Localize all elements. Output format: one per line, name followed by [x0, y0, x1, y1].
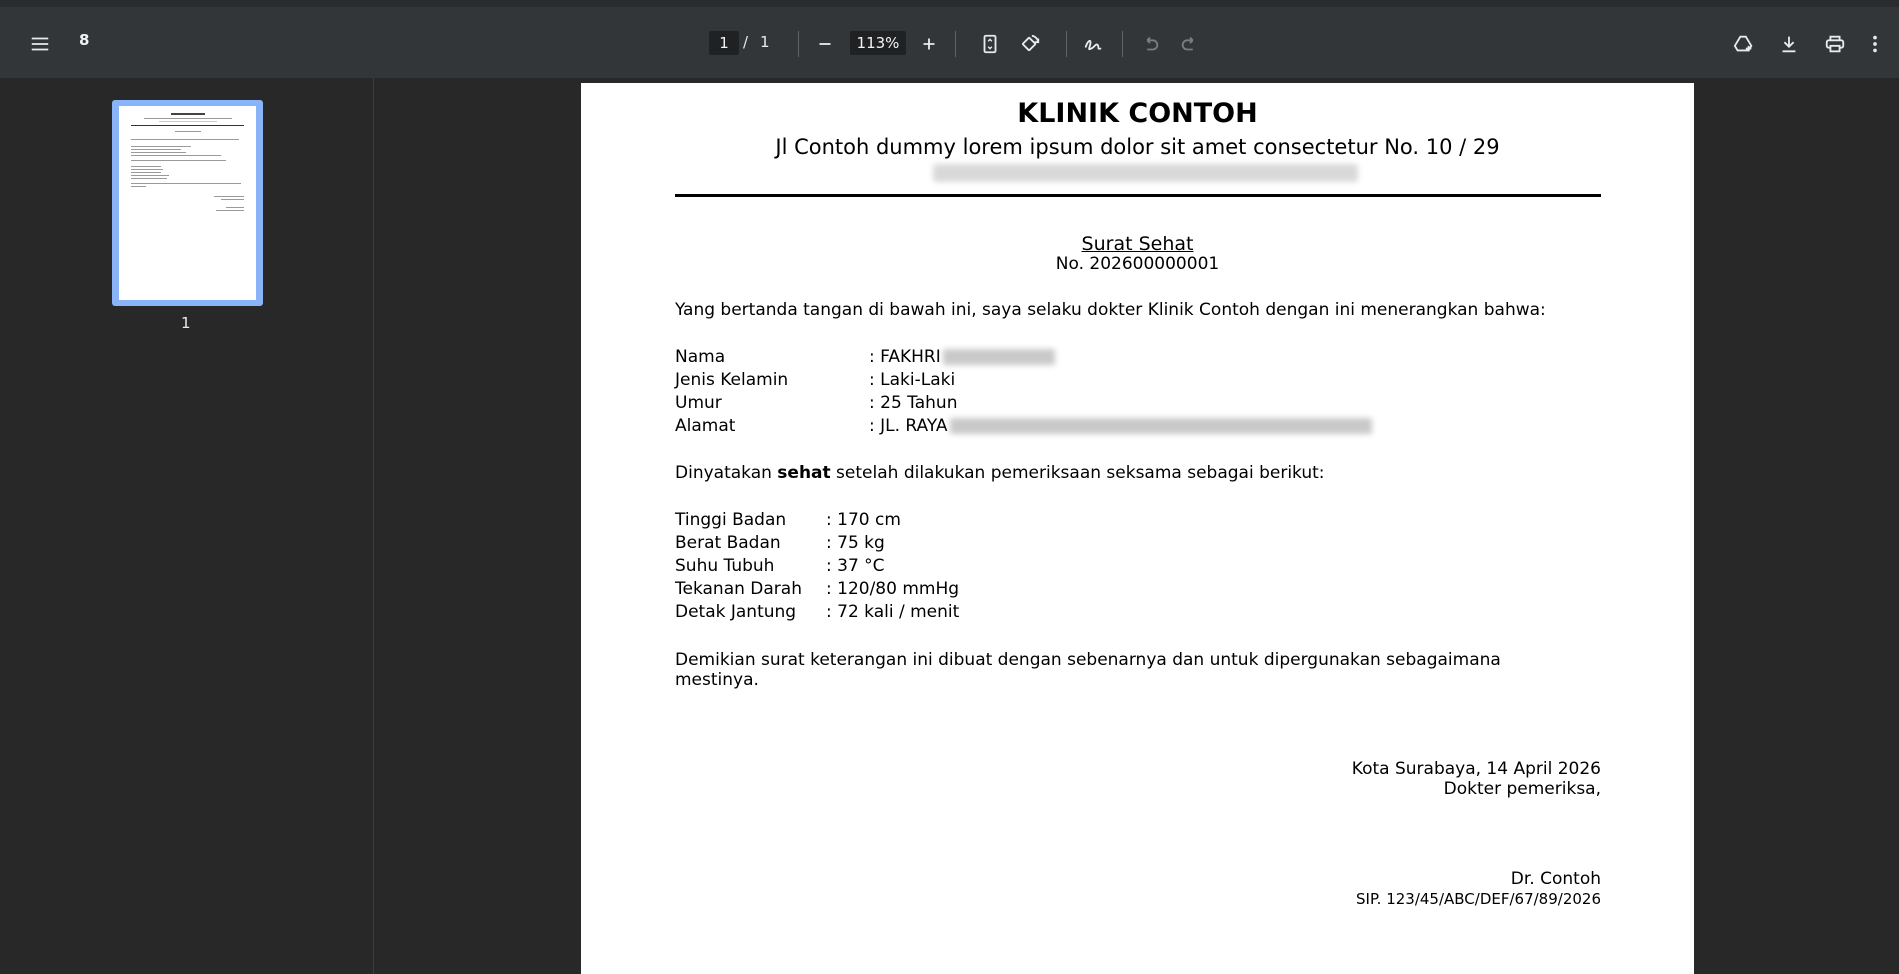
draw-icon	[1083, 33, 1105, 55]
toolbar-divider	[955, 31, 956, 57]
zoom-in-button[interactable]	[911, 26, 947, 62]
more-options-button[interactable]	[1861, 26, 1889, 62]
thumbnail-line	[131, 152, 186, 153]
thumbnail-line	[175, 131, 201, 132]
zoom-level-input[interactable]: 113%	[850, 31, 906, 55]
pdf-toolbar	[0, 0, 1899, 78]
menu-icon	[29, 33, 51, 55]
minus-icon	[814, 33, 836, 55]
redo-icon	[1179, 33, 1201, 55]
patient-value: : 25 Tahun	[869, 393, 958, 413]
download-button[interactable]	[1771, 26, 1807, 62]
fit-page-button[interactable]	[972, 26, 1008, 62]
thumbnail-line	[131, 175, 169, 176]
statement-text: Dinyatakan	[675, 463, 778, 483]
thumbnail-line	[226, 207, 244, 208]
patient-value	[869, 346, 1055, 368]
thumbnail-line	[131, 172, 161, 173]
place-date: Kota Surabaya, 14 April 2026	[1351, 759, 1601, 779]
print-icon	[1824, 33, 1846, 55]
document-title: 8	[79, 31, 90, 49]
patient-label: Alamat	[675, 416, 736, 436]
statement-bold: sehat	[777, 463, 831, 483]
exam-label: Tinggi Badan	[675, 510, 787, 530]
redo-button[interactable]	[1172, 26, 1208, 62]
thumbnail-line	[131, 178, 167, 179]
toolbar-divider	[1122, 31, 1123, 57]
print-button[interactable]	[1817, 26, 1853, 62]
document-viewer[interactable]	[374, 78, 1899, 974]
page-thumbnail[interactable]	[112, 100, 263, 306]
page-total: 1	[760, 33, 770, 51]
thumbnail-line	[159, 121, 217, 122]
undo-button[interactable]	[1132, 26, 1168, 62]
exam-value: : 75 kg	[826, 533, 885, 553]
thumbnail-line	[221, 199, 244, 200]
patient-address-value: : JL. RAYA	[869, 416, 948, 436]
more-vert-icon	[1864, 33, 1886, 55]
thumbnail-line	[214, 196, 244, 197]
thumbnail-line	[131, 169, 163, 170]
page-number-input[interactable]: 1	[709, 31, 739, 55]
clinic-name: KLINIK CONTOH	[1017, 98, 1258, 129]
thumbnail-sidebar	[0, 78, 374, 974]
clinic-address: Jl Contoh dummy lorem ipsum dolor sit amet consectetur No. 10 / 29	[775, 135, 1500, 159]
exam-value: : 72 kali / menit	[826, 602, 960, 622]
statement-text: setelah dilakukan pemeriksaan seksama sebagai berikut:	[830, 463, 1325, 483]
document-heading: Surat Sehat	[1081, 233, 1194, 255]
signer-role: Dokter pemeriksa,	[1443, 779, 1601, 799]
undo-icon	[1139, 33, 1161, 55]
exam-label: Suhu Tubuh	[675, 556, 775, 576]
thumbnail-line	[216, 210, 244, 211]
zoom-out-button[interactable]	[807, 26, 843, 62]
page-separator: /	[743, 33, 749, 51]
doctor-name: Dr. Contoh	[1510, 869, 1601, 889]
health-statement	[675, 462, 1325, 484]
draw-button[interactable]	[1076, 26, 1112, 62]
rotate-button[interactable]	[1012, 26, 1048, 62]
thumbnail-line	[131, 166, 161, 167]
redacted-contact	[933, 164, 1358, 182]
patient-name-value: : FAKHRI	[869, 347, 941, 367]
menu-button[interactable]	[22, 26, 58, 62]
redacted-name	[943, 349, 1055, 365]
document-number: No. 202600000001	[1055, 254, 1220, 274]
patient-value	[869, 415, 1372, 437]
exam-label: Tekanan Darah	[675, 579, 802, 599]
pdf-page	[581, 83, 1694, 974]
thumbnail-page-label: 1	[181, 314, 191, 332]
rotate-icon	[1019, 33, 1041, 55]
patient-value: : Laki-Laki	[869, 370, 956, 390]
thumbnail-line	[131, 183, 241, 184]
plus-icon	[918, 33, 940, 55]
thumbnail-line	[131, 149, 181, 150]
thumbnail-line	[171, 113, 205, 115]
toolbar-divider	[1066, 31, 1067, 57]
exam-value: : 120/80 mmHg	[826, 579, 960, 599]
thumbnail-line	[131, 146, 191, 147]
closing-text: mestinya.	[675, 670, 759, 690]
header-rule	[675, 194, 1601, 197]
download-icon	[1778, 33, 1800, 55]
doctor-sip: SIP. 123/45/ABC/DEF/67/89/2026	[1356, 890, 1601, 908]
thumbnail-line	[131, 186, 146, 187]
closing-text: Demikian surat keterangan ini dibuat dengan sebenarnya dan untuk dipergunakan sebagaimana	[675, 650, 1501, 670]
thumbnail-page-preview	[119, 106, 256, 300]
thumbnail-line	[131, 125, 244, 126]
patient-label: Nama	[675, 347, 726, 367]
fit-page-icon	[979, 33, 1001, 55]
patient-label: Umur	[675, 393, 722, 413]
exam-value: : 170 cm	[826, 510, 901, 530]
redacted-address	[950, 418, 1372, 434]
exam-label: Berat Badan	[675, 533, 781, 553]
patient-label: Jenis Kelamin	[675, 370, 789, 390]
thumbnail-line	[131, 139, 239, 140]
thumbnail-line	[131, 160, 226, 161]
thumbnail-line	[144, 118, 232, 119]
save-to-drive-button[interactable]	[1726, 26, 1762, 62]
exam-label: Detak Jantung	[675, 602, 797, 622]
intro-text: Yang bertanda tangan di bawah ini, saya selaku dokter Klinik Contoh dengan ini menerangkan bahwa:	[675, 300, 1546, 320]
thumbnail-line	[131, 155, 221, 156]
toolbar-divider	[798, 31, 799, 57]
exam-value: : 37 °C	[826, 556, 885, 576]
drive-add-icon	[1733, 33, 1755, 55]
